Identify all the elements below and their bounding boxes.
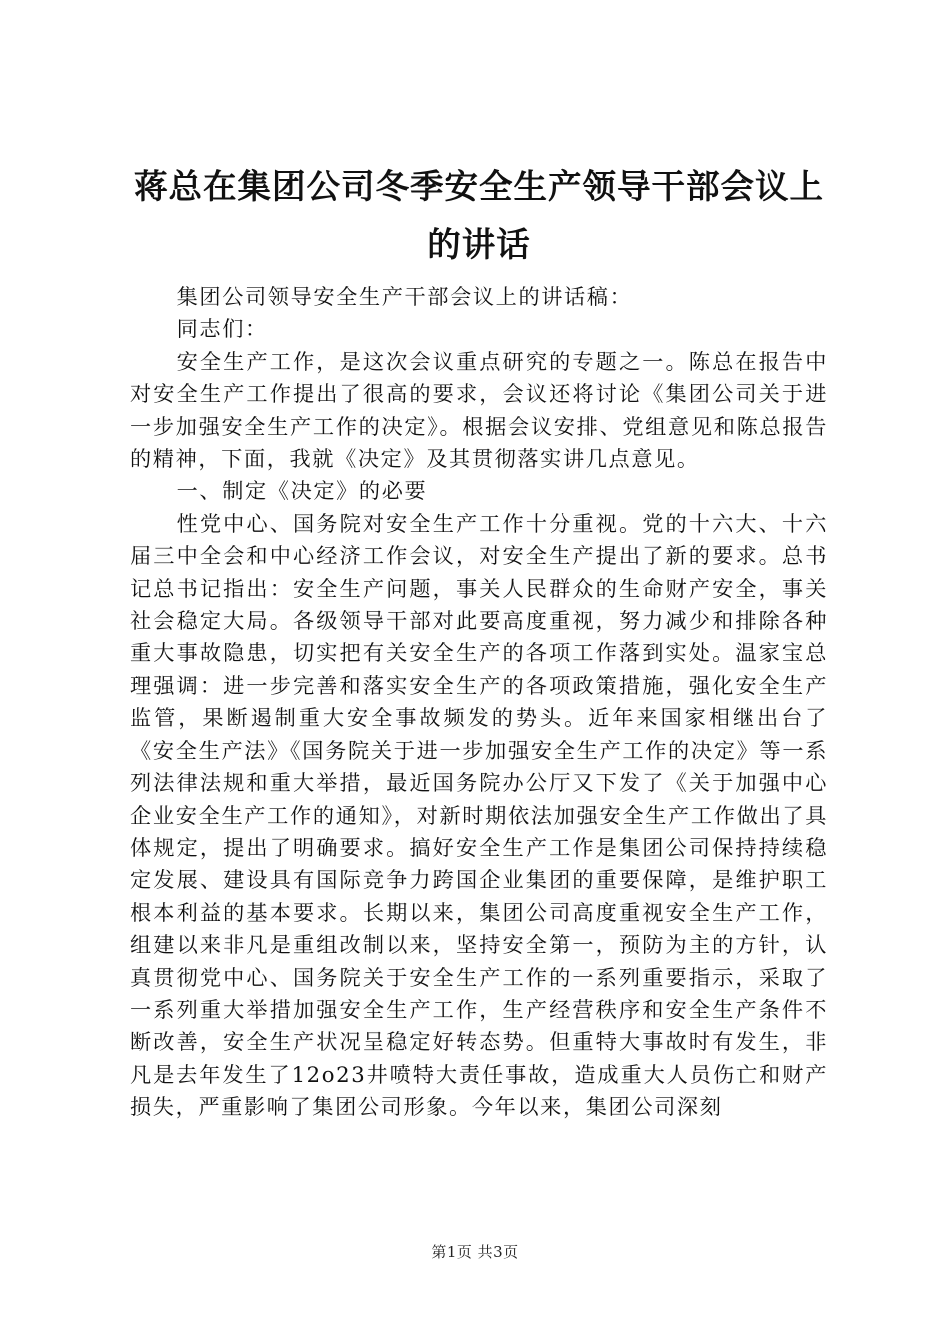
page-content xyxy=(130,0,828,1124)
salutation: 同志们： xyxy=(176,316,268,342)
document-title xyxy=(130,0,828,274)
body-paragraph: 安全生产工作，是这次会议重点研究的专题之一。陈总在报告中对安全生产工作提出了很高的要求，会议还将讨论《集团公司关于进一步加强安全生产工作的决定》。根据会议安排、党组意见和陈总报告的精神，下面，我就《决定》及其贯彻落实讲几点意见。 xyxy=(130,348,828,472)
document-body xyxy=(130,281,828,1124)
title-line-2: 的讲话 xyxy=(427,225,531,264)
salutation-heading: 集团公司领导安全生产干部会议上的讲话稿： xyxy=(176,284,633,309)
title-line-1: 蒋总在集团公司冬季安全生产领导干部会议上 xyxy=(134,167,824,206)
page-footer: 第1页 共3页 xyxy=(431,1243,519,1261)
body-paragraph: 性党中心、国务院对安全生产工作十分重视。党的十六大、十六届三中全会和中心经济工作会议，对安全生产提出了新的要求。总书记总书记指出：安全生产问题，事关人民群众的生命财产安全，事关社会稳定大局。各级领导干部对此要高度重视，努力减少和排除各种重大事故隐患，切实把有关安全生产的各项工作落到实处。温家宝总理强调：进一步完善和落实安全生产的各项政策措施，强化安全生产监管，果断遏制重大安全事故频发的势头。近年来国家相继出台了《安全生产法》《国务院关于进一步加强安全生产工作的决定》等一系列法律法规和重大举措，最近国务院办公厅又下发了《关于加强中心企业安全生产工作的通知》，对新时期依法加强安全生产工作做出了具体规定，提出了明确要求。搞好安全生产工作是集团公司保持持续稳定发展、建设具有国际竞争力跨国企业集团的重要保障，是维护职工根本利益的基本要求。长期以来，集团公司高度重视安全生产工作，组建以来非凡是重组改制以来，坚持安全第一，预防为主的方针，认真贯彻党中心、国务院关于安全生产工作的一系列重要指示，采取了一系列重大举措加强安全生产工作，生产经营秩序和安全生产条件不断改善，安全生产状况呈稳定好转态势。但重特大事故时有发生，非凡是去年发生了12o23井喷特大责任事故，造成重大人员伤亡和财产损失，严重影响了集团公司形象。今年以来，集团公司深刻 xyxy=(130,510,828,1120)
section-heading: 一、制定《决定》的必要 xyxy=(176,478,428,504)
